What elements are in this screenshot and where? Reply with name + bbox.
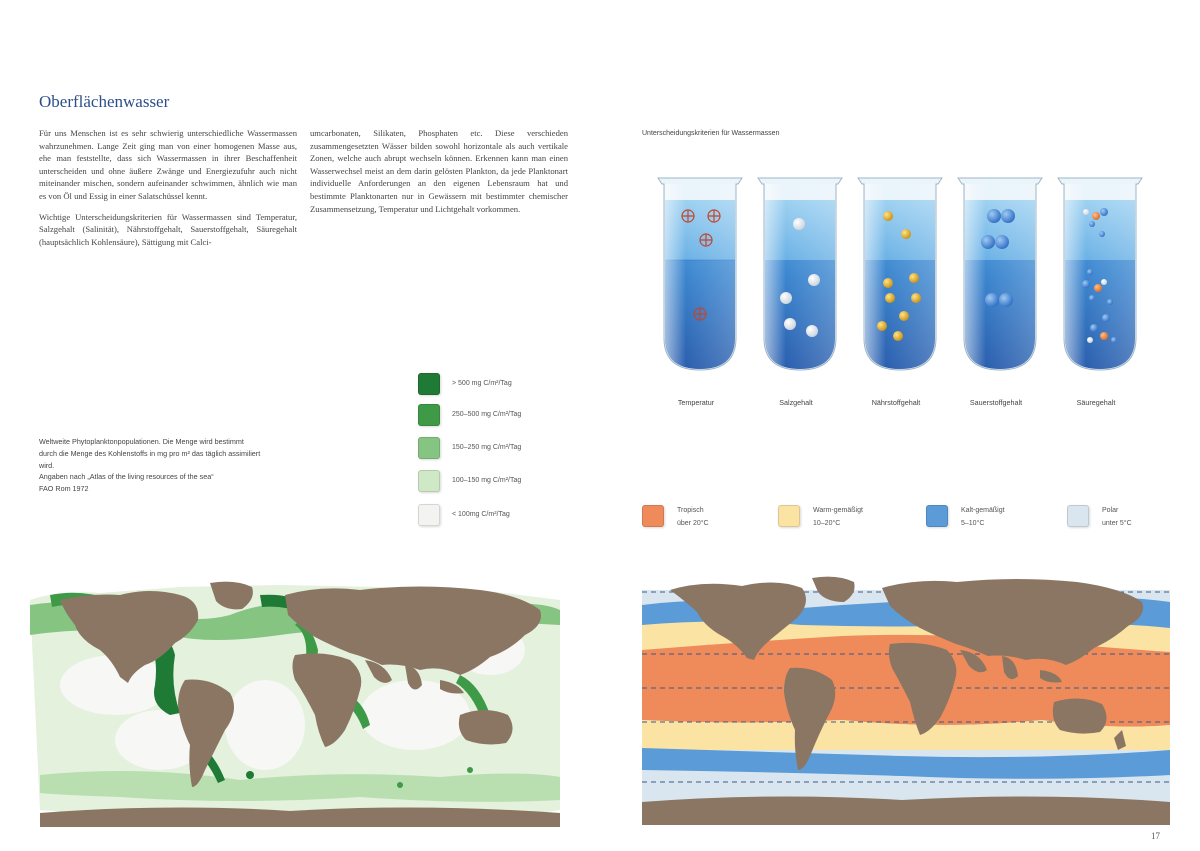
legend-label: 250–500 mg C/m²/Tag: [452, 411, 522, 418]
legend-swatch: [642, 505, 664, 527]
plankton-caption: [39, 436, 329, 495]
legend-swatch: [418, 504, 440, 526]
tube-acidity: [1058, 178, 1142, 370]
paragraph: umcarbonaten, Silikaten, Phosphaten etc. Diese verschieden zusammengesetzten Wässer bilden sowohl horizontale als auch vertikale Zonen, welche auch abrupt wechseln können. Erkennen kann man einen Wasserwechsel meist an dem darin gelösten Plankton, da jede Planktonart individuelle Anforderungen an den eigenen Lebensraum hat und bestimmte Planktonarten nur in Gewässern mit bestimmter chemischer Zusammensetzung, Temperatur und Lichtgehalt vorkommen.: [310, 128, 568, 214]
caption-line: Angaben nach „Atlas of the living resources of the sea“: [39, 472, 214, 482]
legend-swatch: [418, 404, 440, 426]
caption-line: FAO Rom 1972: [39, 484, 89, 494]
test-tubes-illustration: [640, 168, 1180, 383]
tube-label: Nährstoffgehalt: [871, 398, 921, 407]
page-title: Oberflächenwasser: [39, 92, 170, 111]
legend-label: unter 5°C: [1102, 520, 1132, 527]
tube-label: Salzgehalt: [779, 398, 813, 407]
legend-swatch: [418, 470, 440, 492]
tube-label: Temperatur: [677, 398, 715, 407]
tubes-caption: Unterscheidungskriterien für Wassermassen: [642, 130, 780, 137]
legend-swatch: [778, 505, 800, 527]
text-column-1: [39, 127, 297, 256]
temperature-world-map: [642, 570, 1170, 825]
legend-swatch: [1067, 505, 1089, 527]
legend-label: 10–20°C: [813, 520, 841, 527]
legend-swatch: [418, 373, 440, 395]
legend-swatch: [926, 505, 948, 527]
legend-label: < 100mg C/m²/Tag: [452, 511, 510, 518]
caption-line: wird.: [39, 460, 55, 470]
legend-label: Kalt-gemäßigt: [961, 507, 1005, 514]
legend-label: Warm-gemäßigt: [813, 507, 863, 514]
legend-swatch: [418, 437, 440, 459]
tube-temperature: [658, 178, 742, 370]
plankton-world-map: [20, 565, 570, 830]
legend-label: über 20°C: [677, 520, 709, 527]
caption-line: Weltweite Phytoplanktonpopulationen. Die Menge wird bestimmt: [39, 437, 244, 446]
paragraph: Wichtige Unterscheidungskriterien für Wassermassen sind Temperatur, Salzgehalt (Salinität), Nährstoffgehalt, Sauerstoffgehalt, Säuregehalt (hauptsächlich Kohlensäure), Sättigung mit Calci-: [39, 211, 297, 247]
legend-label: 100–150 mg C/m²/Tag: [452, 477, 522, 484]
legend-label: > 500 mg C/m²/Tag: [452, 380, 512, 387]
legend-label: Tropisch: [677, 507, 704, 514]
tube-label: Sauerstoffgehalt: [969, 398, 1023, 407]
legend-label: 5–10°C: [961, 520, 985, 527]
tube-label: Säuregehalt: [1076, 398, 1116, 407]
page-number: 17: [1151, 831, 1160, 841]
text-column-2: [310, 127, 568, 223]
legend-label: 150–250 mg C/m²/Tag: [452, 444, 522, 451]
tube-salinity: [758, 178, 842, 370]
paragraph: Für uns Menschen ist es sehr schwierig unterschiedliche Wassermassen wahrzunehmen. Lange Zeit ging man von einer homogenen Masse aus, ehe man feststellte, dass sich Wassermassen in ihrer Beschaffenheit unterscheiden und ohne äußere Zwänge und Energiezufuhr auch nicht miteinander mischen, sondern aufeinander schwimmen, ähnlich wie man es von Öl und Essig in einer Salatschüssel kennt.: [39, 128, 297, 201]
tube-oxygen: [958, 178, 1042, 370]
legend-label: Polar: [1102, 507, 1119, 514]
tube-nutrients: [858, 178, 942, 370]
caption-line: durch die Menge des Kohlenstoffs in mg pro m² das täglich assimiliert: [39, 448, 261, 458]
